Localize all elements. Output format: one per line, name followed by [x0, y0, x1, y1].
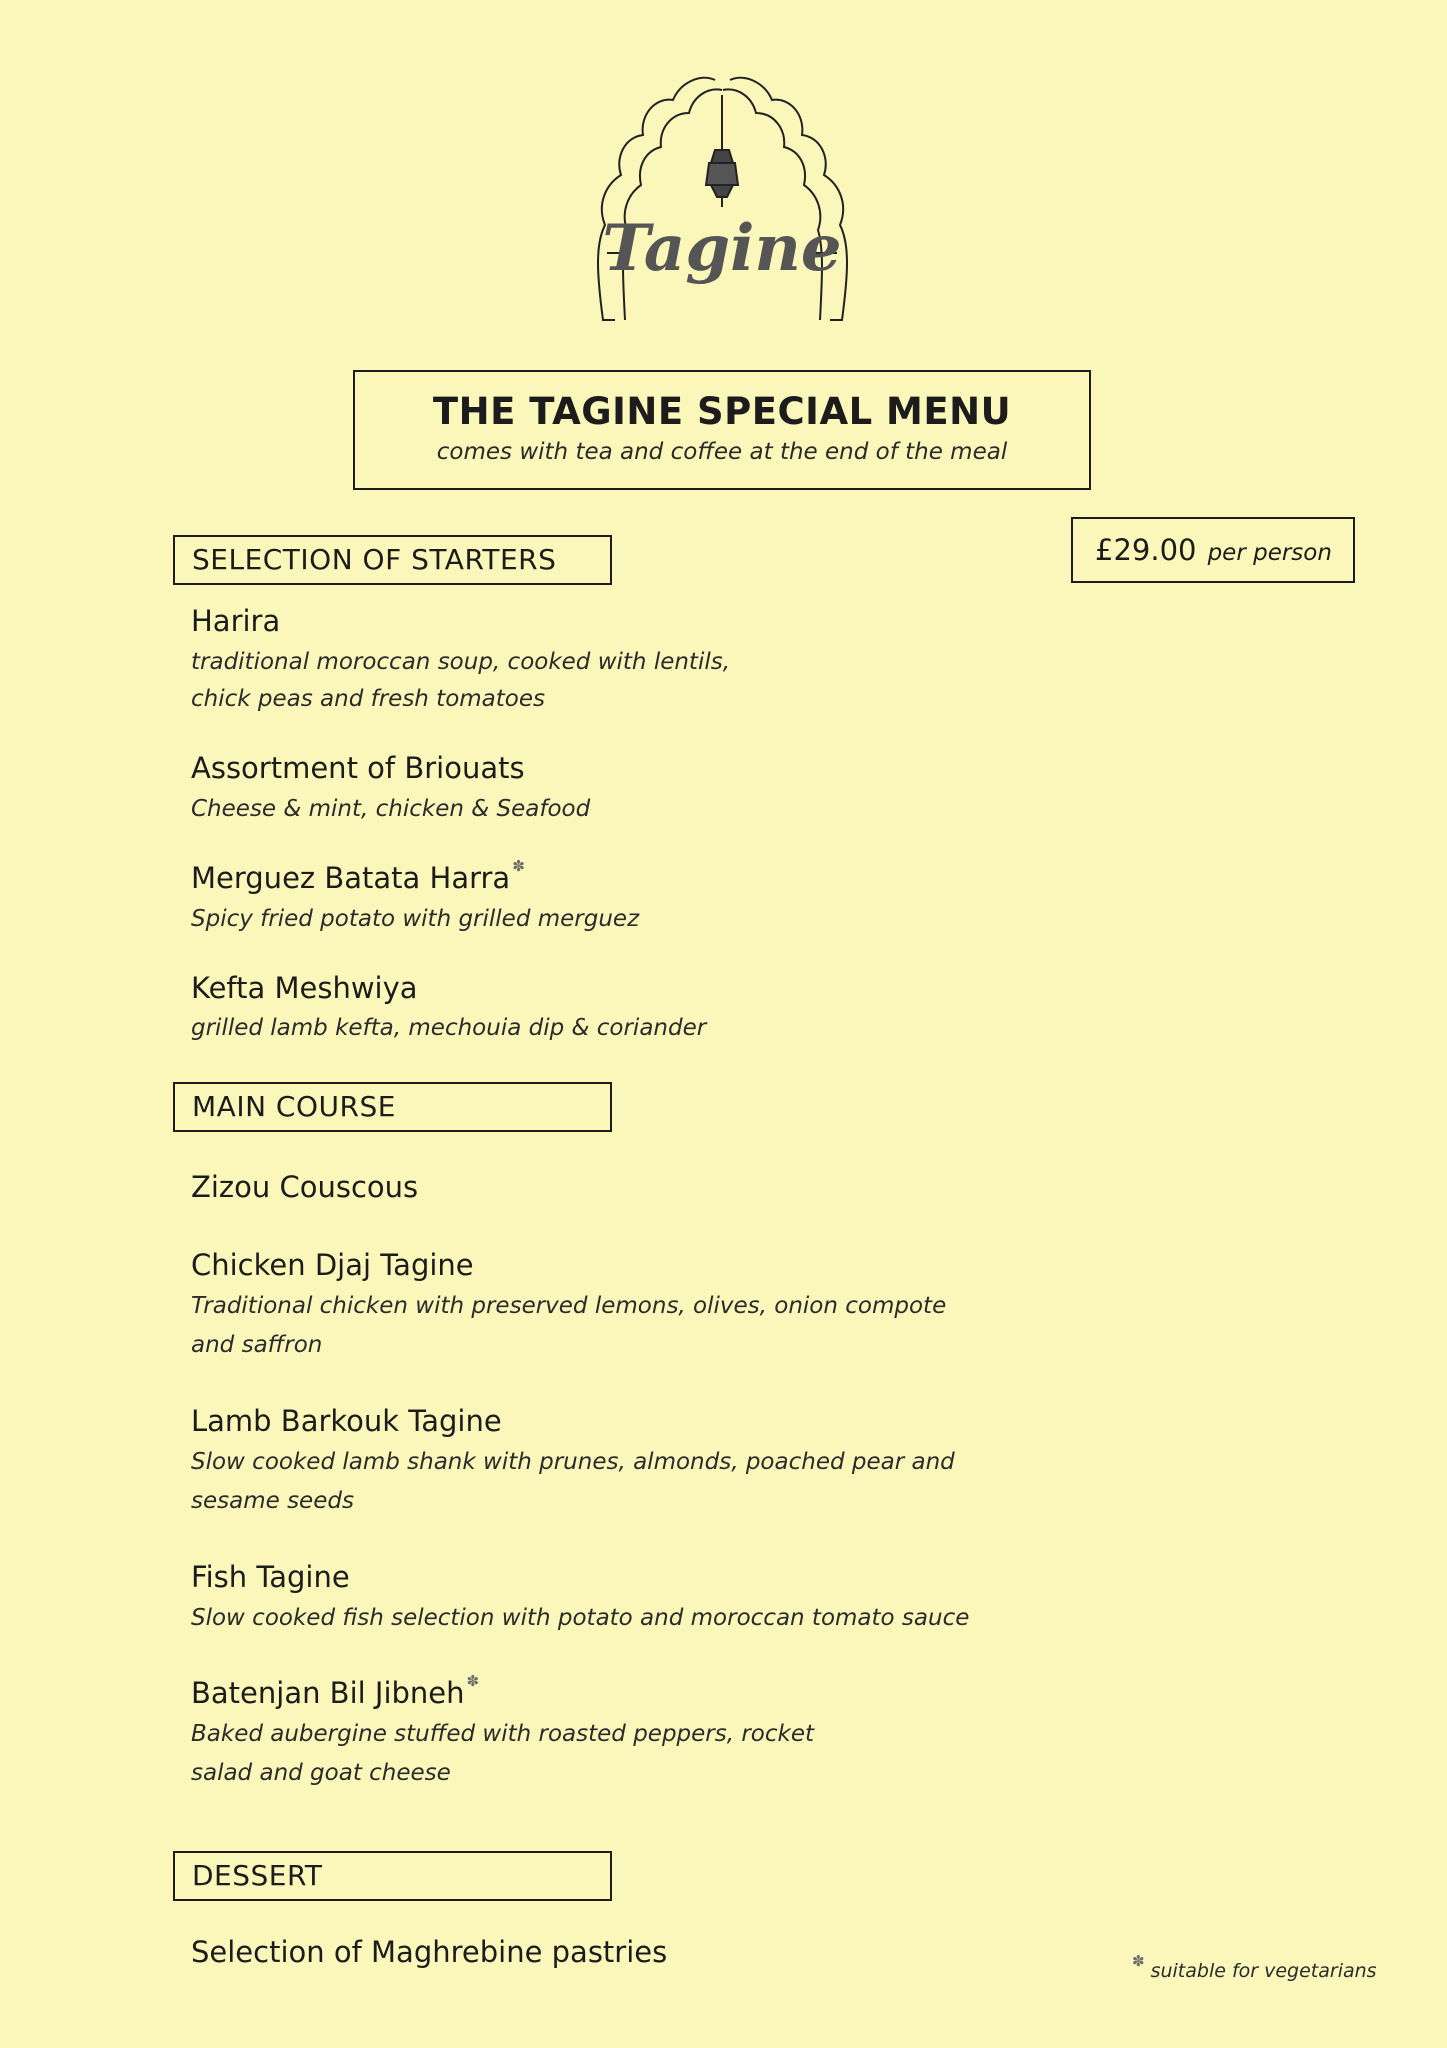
- menu-item-desc: Traditional chicken with preserved lemons, olives, onion compote: [191, 1293, 947, 1319]
- menu-title-box: [353, 370, 1091, 490]
- price-box: [1071, 517, 1355, 583]
- menu-item-desc: Spicy fried potato with grilled merguez: [191, 906, 640, 932]
- section-heading-dessert: DESSERT: [173, 1851, 612, 1901]
- menu-item-name: Batenjan Bil Jibneh: [191, 1676, 465, 1710]
- menu-item-name: Fish Tagine: [191, 1560, 350, 1594]
- price-amount: £29.00: [1095, 533, 1197, 567]
- menu-item-desc: salad and goat cheese: [191, 1760, 451, 1786]
- menu-item-vegetarian: [191, 1672, 480, 1710]
- menu-item-desc: Slow cooked lamb shank with prunes, almonds, poached pear and: [191, 1449, 955, 1475]
- menu-item-desc: Baked aubergine stuffed with roasted peppers, rocket: [191, 1721, 815, 1747]
- menu-item-name: Assortment of Briouats: [191, 751, 525, 785]
- menu-item-name: Harira: [191, 604, 281, 638]
- menu-item-desc: chick peas and fresh tomatoes: [191, 686, 545, 712]
- footnote-text: suitable for vegetarians: [1150, 1960, 1377, 1982]
- veg-star-icon: ✽: [512, 857, 525, 875]
- menu-item-name: Merguez Batata Harra: [191, 861, 511, 895]
- tagine-logo: [585, 75, 860, 325]
- vegetarian-footnote: [1130, 1952, 1377, 1982]
- arch-lantern-logo-icon: [585, 75, 860, 325]
- menu-item-name: Zizou Couscous: [191, 1170, 419, 1204]
- menu-item-name: Lamb Barkouk Tagine: [191, 1404, 502, 1438]
- section-heading-mains: MAIN COURSE: [173, 1082, 612, 1132]
- section-heading-starters: SELECTION OF STARTERS: [173, 535, 612, 585]
- menu-item-desc: grilled lamb kefta, mechouia dip & coriander: [191, 1015, 707, 1041]
- menu-item-desc: traditional moroccan soup, cooked with lentils,: [191, 649, 731, 675]
- menu-item-name: Kefta Meshwiya: [191, 971, 418, 1005]
- page-title: THE TAGINE SPECIAL MENU: [432, 390, 1012, 433]
- menu-item-vegetarian: [191, 857, 525, 895]
- menu-item-name: Selection of Maghrebine pastries: [191, 1935, 668, 1969]
- menu-item-name: Chicken Djaj Tagine: [191, 1248, 474, 1282]
- price-unit: per person: [1207, 540, 1332, 566]
- veg-star-icon: ✽: [1132, 1952, 1145, 1970]
- menu-item-desc: sesame seeds: [191, 1488, 354, 1514]
- menu-item-desc: and saffron: [191, 1332, 323, 1358]
- menu-item-desc: Slow cooked fish selection with potato and moroccan tomato sauce: [191, 1605, 970, 1631]
- page-subtitle: comes with tea and coffee at the end of the meal: [436, 439, 1008, 465]
- veg-star-icon: ✽: [466, 1672, 480, 1690]
- svg-text:Tagine: Tagine: [602, 211, 842, 286]
- menu-item-desc: Cheese & mint, chicken & Seafood: [191, 796, 591, 822]
